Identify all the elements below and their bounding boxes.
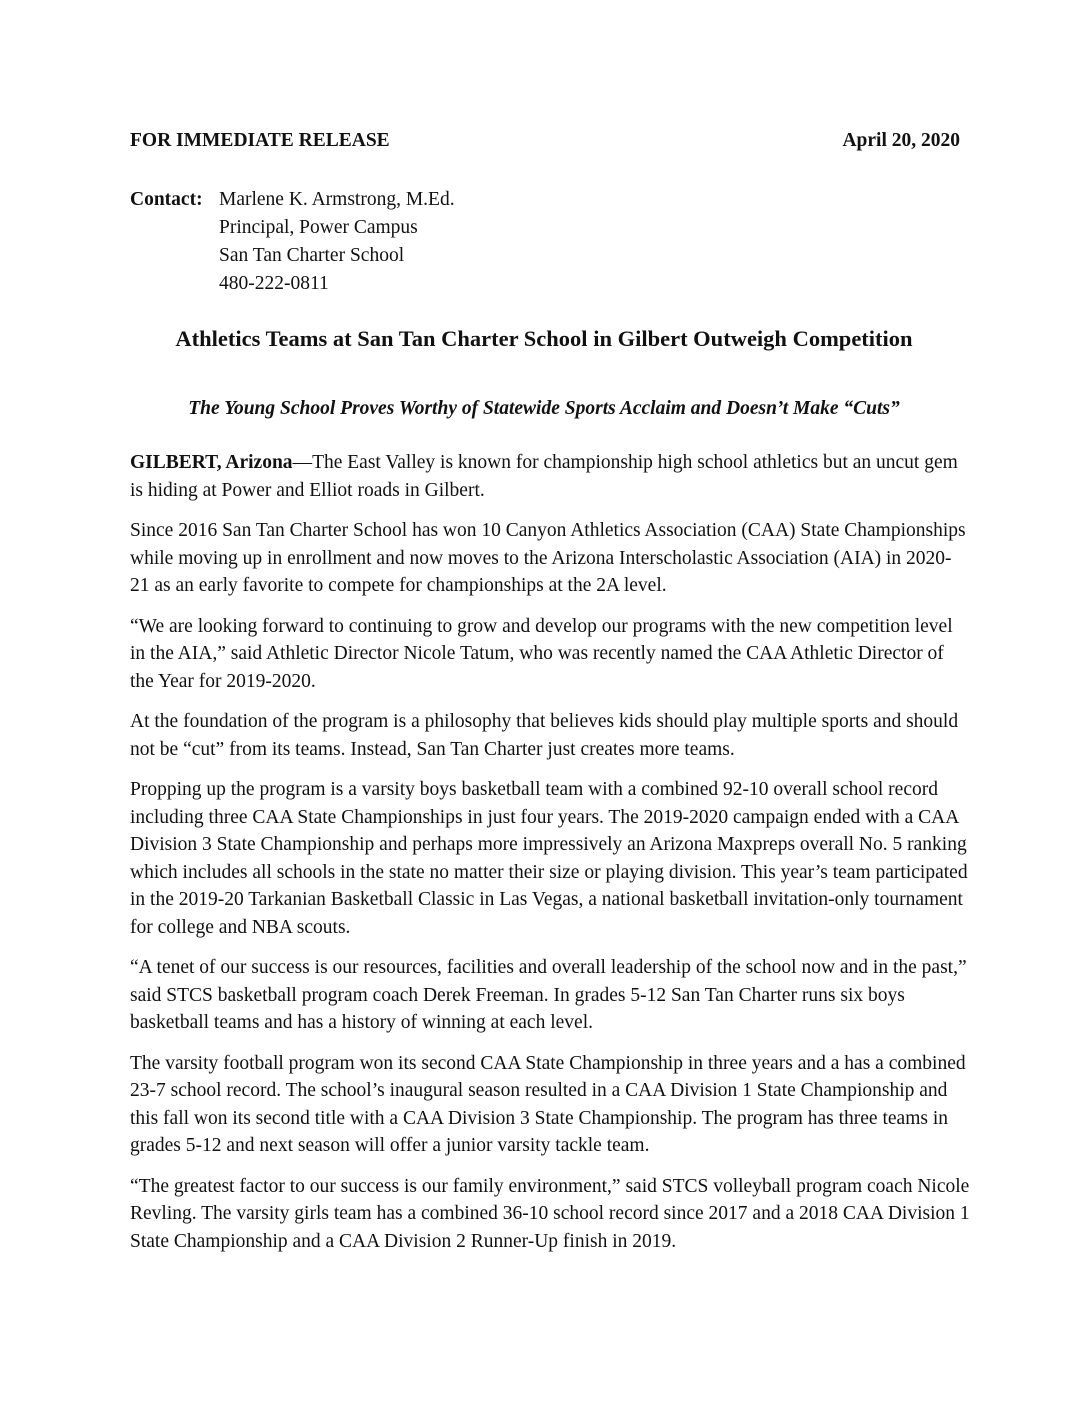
article-body: [130, 449, 970, 1268]
contact-phone: 480-222-0811: [219, 273, 329, 294]
release-date: April 20, 2020: [842, 130, 960, 151]
release-header: [130, 130, 960, 154]
lead-text: —The East Valley is known for championship high school athletics but an uncut gem is hiding at Power and Elliot roads in Gilbert.: [130, 452, 958, 501]
paragraph-athletic-director-quote: “We are looking forward to continuing to grow and develop our programs with the new competition level in the AIA,” said Athletic Director Nicole Tatum, who was recently named the CAA Athletic Director of the Year for 2019-2020.: [130, 615, 953, 692]
subheadline: The Young School Proves Worthy of Statewide Sports Acclaim and Doesn’t Make “Cuts”: [188, 398, 900, 419]
paragraph-football: The varsity football program won its second CAA State Championship in three years and a has a combined 23-7 school record. The school’s inaugural season resulted in a CAA Division 1 State Championship and this fall won its second title with a CAA Division 3 State Championship. The program has three teams in grades 5-12 and next season will offer a junior varsity tackle team.: [130, 1052, 966, 1156]
paragraph-philosophy: At the foundation of the program is a philosophy that believes kids should play multiple sports and should not be “cut” from its teams. Instead, San Tan Charter just creates more teams.: [130, 711, 959, 760]
contact-organization: San Tan Charter School: [219, 245, 405, 266]
headline: Athletics Teams at San Tan Charter School in Gilbert Outweigh Competition: [175, 326, 913, 351]
release-label: FOR IMMEDIATE RELEASE: [130, 130, 390, 151]
paragraph-basketball: Propping up the program is a varsity boys basketball team with a combined 92-10 overall school record including three CAA State Championships in just four years. The 2019-2020 campaign ended with a CAA Division 3 State Championship and perhaps more impressively an Arizona Maxpreps overall No. 5 ranking which includes all schools in the state no matter their size or playing division. This year’s team participated in the 2019-20 Tarkanian Basketball Classic in Las Vegas, a national basketball invitation-only tournament for college and NBA scouts.: [130, 779, 968, 938]
contact-name: Marlene K. Armstrong, M.Ed.: [219, 189, 455, 210]
contact-label: Contact:: [130, 189, 203, 210]
paragraph-volleyball: “The greatest factor to our success is our family environment,” said STCS volleyball program coach Nicole Revling. The varsity girls team has a combined 36-10 school record since 2017 and a 2018 CAA Division 1 State Championship and a CAA Division 2 Runner-Up finish in 2019.: [130, 1175, 970, 1252]
paragraph-basketball-coach-quote: “A tenet of our success is our resources, facilities and overall leadership of the school now and in the past,” said STCS basketball program coach Derek Freeman. In grades 5-12 San Tan Charter runs six boys basketball teams and has a history of winning at each level.: [130, 957, 967, 1033]
dateline: GILBERT, Arizona: [130, 452, 293, 473]
lead-paragraph: [130, 449, 970, 504]
contact-title: Principal, Power Campus: [219, 217, 418, 238]
contact-lines: [219, 186, 455, 298]
paragraph-championships: Since 2016 San Tan Charter School has won 10 Canyon Athletics Association (CAA) State Championships while moving up in enrollment and now moves to the Arizona Interscholastic Association (AIA) in 2020-21 as an early favorite to compete for championships at the 2A level.: [130, 520, 966, 596]
